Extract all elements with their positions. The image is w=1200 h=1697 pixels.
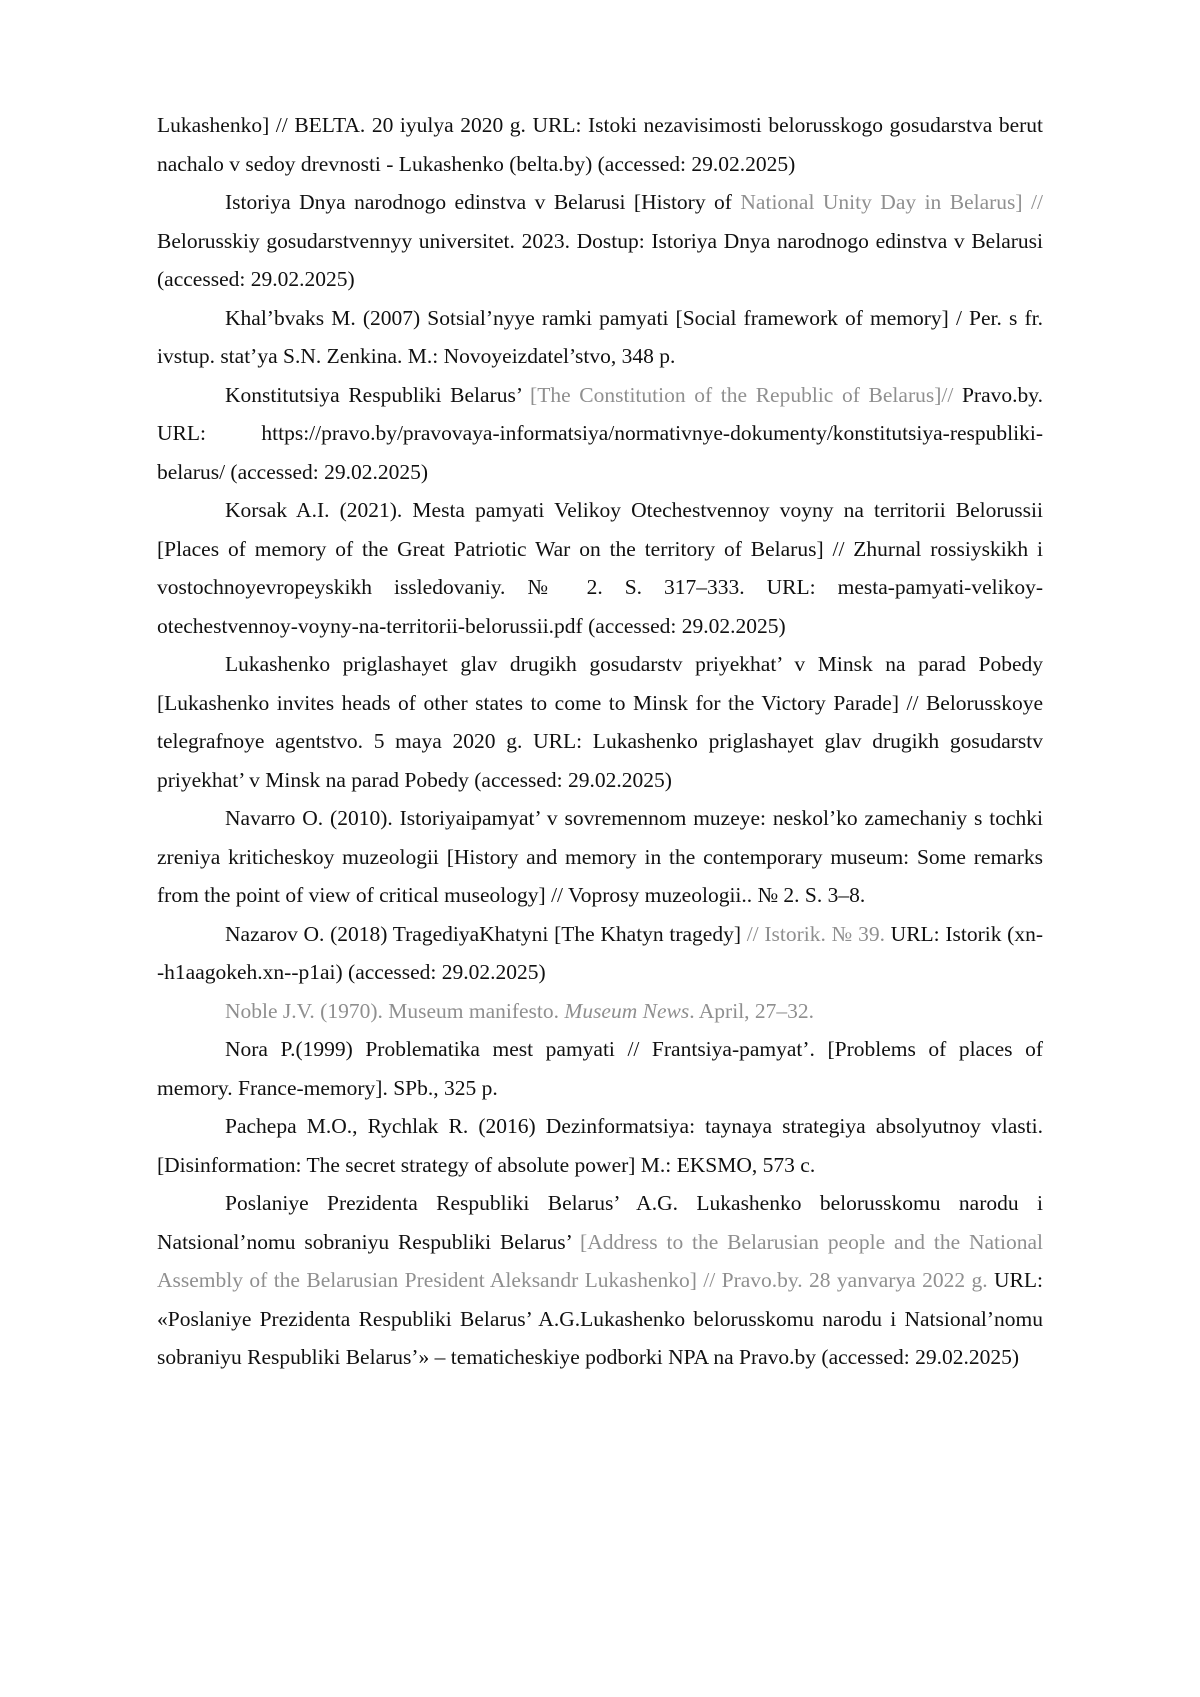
reference-text-segment: Pachepa M.O., Rychlak R. (2016) Dezinformatsiya: taynaya strategiya absolyutnoy vlasti. [Disinformation: The secret strategy of absolute power] M.: EKSMO, 573 c. — [157, 1114, 1043, 1177]
reference-text-segment: . April, 27–32. — [689, 998, 815, 1023]
reference-entry — [157, 376, 1043, 492]
reference-entry — [157, 183, 1043, 299]
reference-text-segment: Pravo.by. URL: https://pravo.by/pravovaya-informatsiya/normativnye-dokumenty/konstitutsiya-respubliki-belarus/ (accessed: 29.02.2025) — [157, 382, 1043, 484]
reference-text-segment: Belorusskiy gosudarstvennyy universitet. 2023. Dostup: Istoriya Dnya narodnogo edinstva v Belarusi (accessed: 29.02.2025) — [157, 228, 1043, 291]
reference-entry — [157, 299, 1043, 376]
reference-text-segment: URL: Istorik (xn--h1aagokeh.xn--p1ai) (accessed: 29.02.2025) — [157, 921, 1043, 984]
reference-entry — [157, 491, 1043, 645]
reference-text-segment: Konstitutsiya Respubliki Belarus’ — [225, 382, 531, 407]
references-list — [157, 106, 1043, 1377]
reference-text-segment: [The Constitution of the Republic of Belarus]// — [530, 382, 954, 407]
reference-text-segment: Lukashenko] // BELTA. 20 iyulya 2020 g. URL: Istoki nezavisimosti belorusskogo gosudarstva berut nachalo v sedoy drevnosti - Lukashenko (belta.by) (accessed: 29.02.2025) — [157, 113, 1043, 176]
reference-text-segment: Korsak A.I. (2021). Mesta pamyati Velikoy Otechestvennoy voyny na territorii Belorussii [Places of memory of the Great Patriotic War on the territory of Belarus] // Zhurnal rossiyskikh i vostochnoyevropeyskikh issledovaniy. № 2. S. 317–333. URL: mesta-pamyati-velikoy-otechestvennoy-voyny-na-territorii-belorussii.pdf (accessed: 29.02.2025) — [157, 498, 1043, 638]
reference-text-segment: Museum News — [564, 998, 690, 1023]
reference-text-segment: Istoriya Dnya narodnogo edinstva v Belarusi [History of — [225, 190, 741, 214]
reference-text-segment: Khal’bvaks M. (2007) Sotsial’nyye ramki pamyati [Social framework of memory] / Per. s fr. ivstup. stat’ya S.N. Zenkina. M.: Novoyeizdatel’stvo, 348 p. — [157, 305, 1043, 368]
reference-text-segment: Poslaniye Prezidenta Respubliki Belarus’ A.G. Lukashenko belorusskomu narodu i Natsional’nomu sobraniyu Respubliki Belarus’ — [157, 1191, 1043, 1254]
reference-text-segment: National Unity Day in Belarus] // — [740, 190, 1043, 214]
reference-entry — [157, 992, 1043, 1031]
reference-entry — [157, 915, 1043, 992]
reference-entry — [157, 1030, 1043, 1107]
reference-text-segment: Lukashenko priglashayet glav drugikh gosudarstv priyekhat’ v Minsk na parad Pobedy [Lukashenko invites heads of other states to come to Minsk for the Victory Parade] // Belorusskoye telegrafnoye agentstvo. 5 maya 2020 g. URL: Lukashenko priglashayet glav drugikh gosudarstv priyekhat’ v Minsk na parad Pobedy (accessed: 29.02.2025) — [157, 652, 1043, 792]
reference-text-segment: Navarro O. (2010). Istoriyaipamyat’ v sovremennom muzeye: neskol’ko zamechaniy s tochki zreniya kriticheskoy muzeologii [History and memory in the contemporary museum: Some remarks from the point of view of critical museology] // Voprosy muzeologii.. № 2. S. 3–8. — [157, 806, 1043, 907]
reference-text-segment: Nazarov O. (2018) TragediyaKhatyni [The Khatyn tragedy] — [225, 921, 747, 946]
reference-entry — [157, 645, 1043, 799]
reference-text-segment: // Istorik. № 39. — [746, 921, 885, 946]
reference-entry — [157, 1107, 1043, 1184]
reference-text-segment: Noble J.V. (1970). Museum manifesto. — [225, 998, 565, 1023]
reference-text-segment: URL: «Poslaniye Prezidenta Respubliki Belarus’ A.G.Lukashenko belorusskomu narodu i Natsional’nomu sobraniyu Respubliki Belarus’» – tematicheskiye podborki NPA na Pravo.by (accessed: 29.02.2025) — [157, 1268, 1043, 1369]
reference-entry — [157, 799, 1043, 915]
reference-entry — [157, 106, 1043, 183]
reference-text-segment: [Address to the Belarusian people and the National Assembly of the Belarusian President Aleksandr Lukashenko] // Pravo.by. 28 yanvarya 2022 g. — [157, 1229, 1043, 1292]
reference-entry — [157, 1184, 1043, 1377]
reference-text-segment: Nora P.(1999) Problematika mest pamyati // Frantsiya-pamyat’. [Problems of places of memory. France-memory]. SPb., 325 p. — [157, 1037, 1043, 1100]
